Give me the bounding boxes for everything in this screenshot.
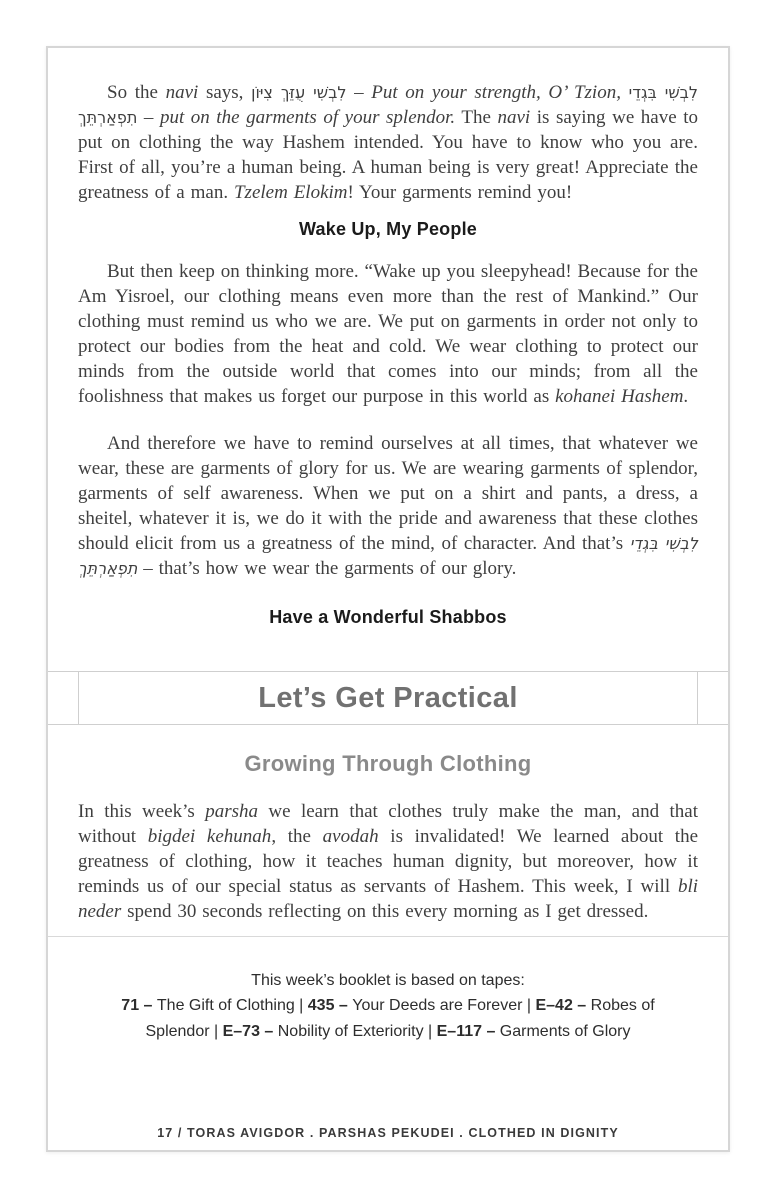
tapes-footer-section <box>48 936 728 1045</box>
page-number-footer: 17 / TORAS AVIGDOR . PARSHAS PEKUDEI . CLOTHED IN DIGNITY <box>157 1126 619 1140</box>
heading-growing-through-clothing: Growing Through Clothing <box>244 751 532 776</box>
lets-get-practical-banner <box>48 671 728 725</box>
paragraph-remind-ourselves: And therefore we have to remind ourselves at all times, that whatever we wear, these are garments of glory for us. We are wearing garments of splendor, garments of self awareness. When we put on a shirt and pants, a dress, a sheitel, whatever it is, we do it with the pride and awareness that these clothes should elicit from us a greatness of the mind, of character. And that’s לִבְשִׁי בִּגְדֵי תִפְאַרְתֵּךְ – that’s how we wear the garments of our glory. <box>78 433 698 579</box>
paragraph-navi-says: So the navi says, לִבְשִׁי עֻזֵּךְ צִיּוֹן – Put on your strength, O’ Tzion, לִבְשִׁי בִּגְדֵי תִפְאַרְתֵּךְ – put on the garments of your splendor. The navi is saying we have to put on clothing the way Hashem intended. You have to know who you are. First of all, you’re a human being. A human being is very great! Appreciate the greatness of a man. Tzelem Elokim! Your garments remind you! <box>78 82 699 203</box>
banner-right-divider-cell <box>697 672 728 724</box>
banner-center-cell <box>79 672 697 724</box>
tapes-list: 71 – The Gift of Clothing | 435 – Your Deeds are Forever | E–42 – Robes of Splendor | E–73 – Nobility of Exteriority | E–117 – Garments of Glory <box>121 997 655 1040</box>
paragraph-practical-exercise: In this week’s parsha we learn that clothes truly make the man, and that without bigdei kehunah, the avodah is invalidated! We learned about the greatness of clothing, how it teaches human dignity, but moreover, how it reminds us of our special status as servants of Hashem. This week, I will bli neder spend 30 seconds reflecting on this every morning as I get dressed. <box>78 801 699 922</box>
paragraph-keep-thinking: But then keep on thinking more. “Wake up you sleepyhead! Because for the Am Yisroel, our clothing means even more than the rest of Mankind.” Our clothing must remind us who we are. We put on garments in order not only to protect our bodies from the heat and cold. We wear clothing to protect our minds from the outside world that comes into our minds; from all the foolishness that makes us forget our purpose in this world as kohanei Hashem. <box>78 261 698 407</box>
banner-title: Let’s Get Practical <box>258 681 518 714</box>
heading-wake-up-my-people: Wake Up, My People <box>299 219 477 239</box>
tapes-intro-line: This week’s booklet is based on tapes: <box>251 972 525 989</box>
heading-wonderful-shabbos: Have a Wonderful Shabbos <box>269 607 507 627</box>
banner-left-divider-cell <box>48 672 79 724</box>
booklet-page <box>46 46 730 1152</box>
